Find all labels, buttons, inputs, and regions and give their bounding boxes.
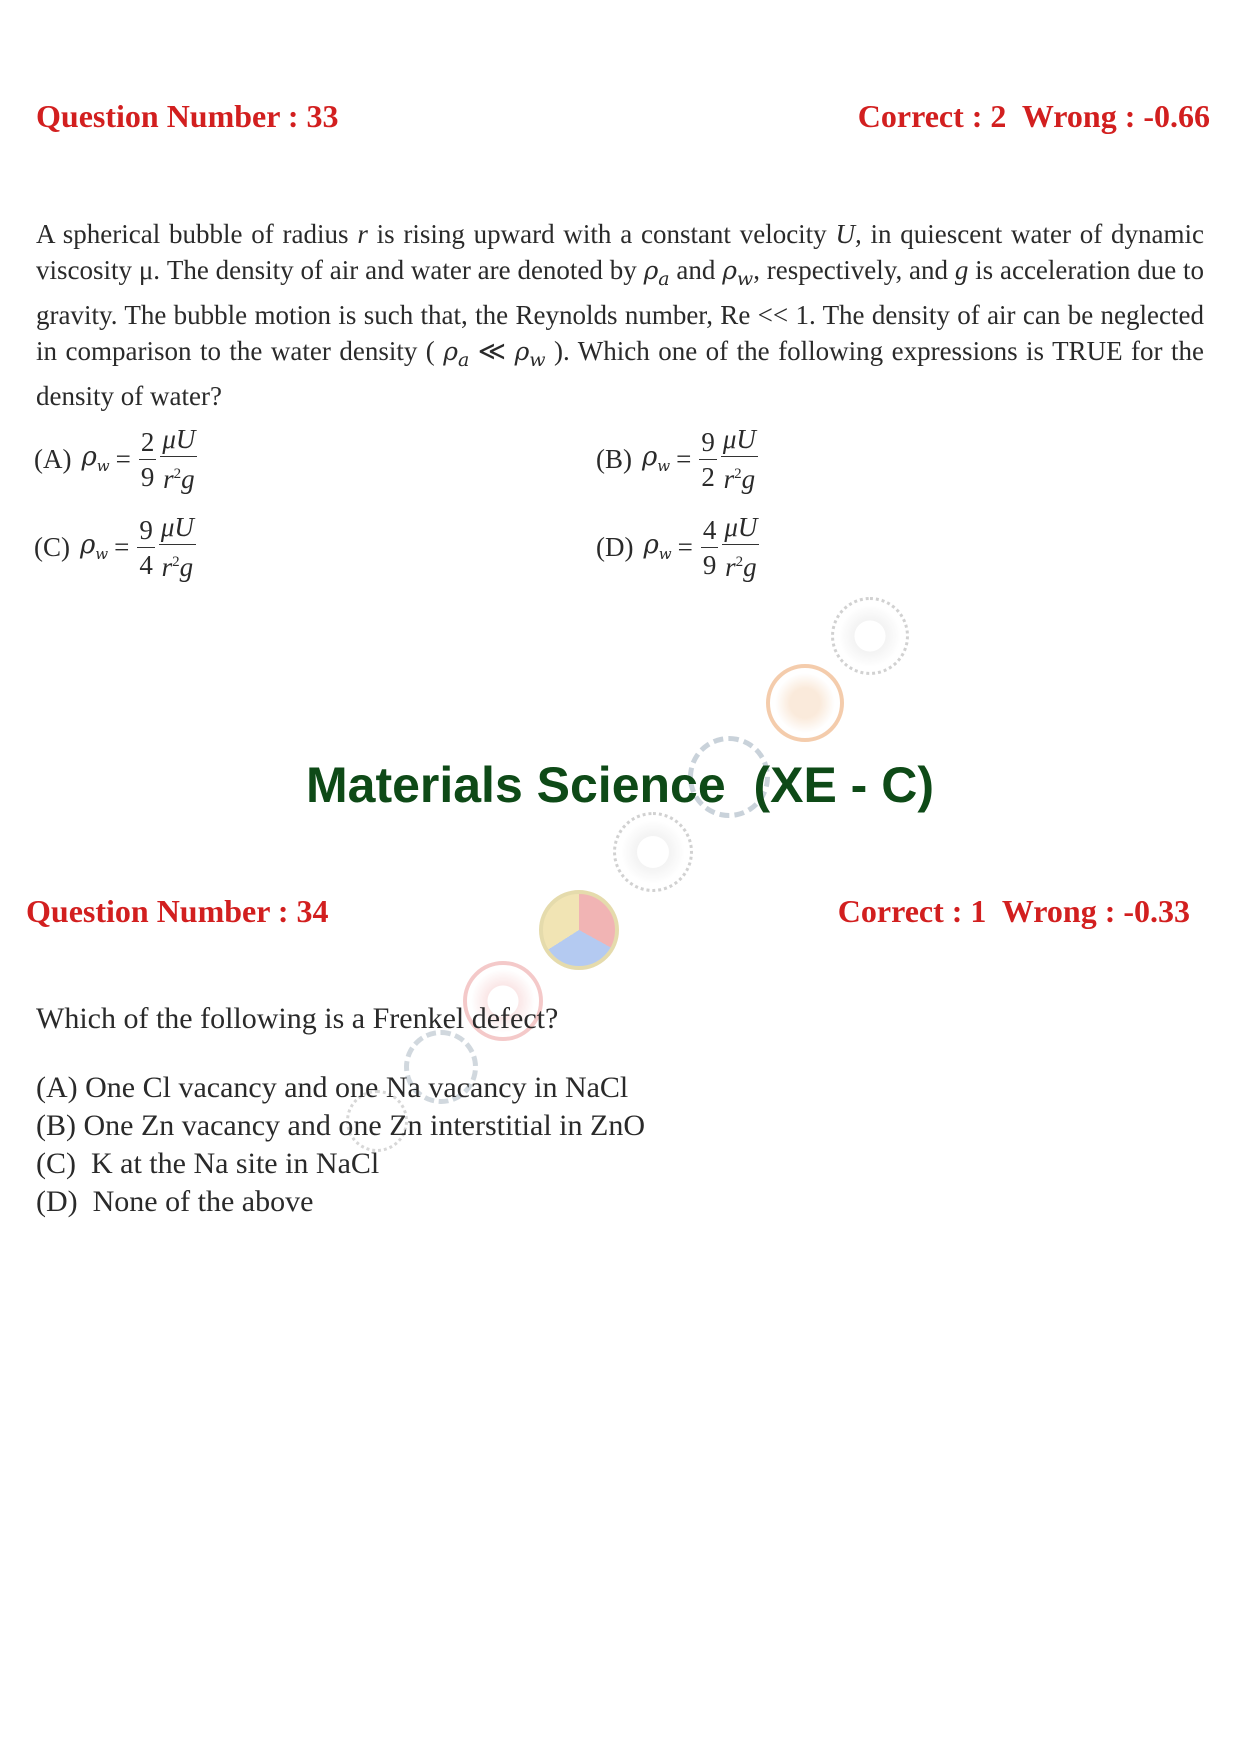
question-33-header: [0, 98, 1240, 142]
option-b: (B) One Zn vacancy and one Zn interstitial in ZnO: [36, 1109, 645, 1142]
option-label: (D): [596, 531, 634, 562]
option-label: (B): [596, 443, 632, 474]
coefficient-fraction: $\frac{9}{2}$: [701, 426, 715, 492]
option-a: (A) $\rho_w$ = $\frac{2}{9}$ $\frac{\mu U}{r^2g}$: [34, 424, 196, 494]
question-number: Question Number : 34: [26, 893, 329, 929]
option-b: (B) $\rho_w$ = $\frac{9}{2}$ $\frac{\mu U}{r^2g}$: [596, 424, 756, 494]
correct-marks: Correct : 2: [857, 98, 1007, 134]
correct-marks: Correct : 1: [837, 893, 987, 929]
option-label: (C): [34, 531, 70, 562]
question-number: Question Number : 33: [36, 98, 339, 134]
option-d: (D) None of the above: [36, 1185, 314, 1218]
variable-fraction: $\frac{\mu U}{r^2g}$: [724, 512, 758, 582]
variable-fraction: $\frac{\mu U}{r^2g}$: [160, 512, 194, 582]
question-34-stem: Which of the following is a Frenkel defect?: [36, 1002, 559, 1035]
question-34-header: [0, 893, 1240, 937]
coefficient-fraction: $\frac{4}{9}$: [702, 514, 717, 580]
wrong-marks: Wrong : -0.66: [1021, 98, 1210, 134]
option-a: (A) One Cl vacancy and one Na vacancy in NaCl: [36, 1071, 629, 1104]
option-label: (A): [34, 443, 72, 474]
question-33-stem: A spherical bubble of radius r is rising upward with a constant velocity U, in quiescent water of dynamic viscosity μ. The density of air and water are denoted by $\rho_a$ and $\rho_w$, respectively, and g is acceleration due to gravity. The bubble motion is such that, the Reynolds number, Re << 1. The density of air can be neglected in comparison to the water density ( $\rho_a$ ≪ $\rho_w$ ). Which one of the following expressions is TRUE for the density of water?: [36, 219, 1204, 411]
section-title: Materials Science (XE - C): [305, 757, 934, 813]
option-c: (C) $\rho_w$ = $\frac{9}{4}$ $\frac{\mu U}{r^2g}$: [34, 512, 194, 582]
option-d: (D) $\rho_w$ = $\frac{4}{9}$ $\frac{\mu U}{r^2g}$: [596, 512, 758, 582]
variable-fraction: $\frac{\mu U}{r^2g}$: [722, 424, 756, 494]
marking-scheme: [858, 98, 1210, 135]
watermark-seal-grey-2: [613, 812, 693, 892]
variable-fraction: $\frac{\mu U}{r^2g}$: [162, 424, 196, 494]
coefficient-fraction: $\frac{2}{9}$: [140, 426, 155, 492]
watermark-seal-grey-1: [831, 597, 909, 675]
marking-scheme: [838, 893, 1190, 930]
watermark-seal-orange: [766, 664, 844, 742]
coefficient-fraction: $\frac{9}{4}$: [139, 514, 153, 580]
option-c: (C) K at the Na site in NaCl: [36, 1147, 380, 1180]
wrong-marks: Wrong : -0.33: [1001, 893, 1190, 929]
question-34-options: [36, 1069, 645, 1221]
